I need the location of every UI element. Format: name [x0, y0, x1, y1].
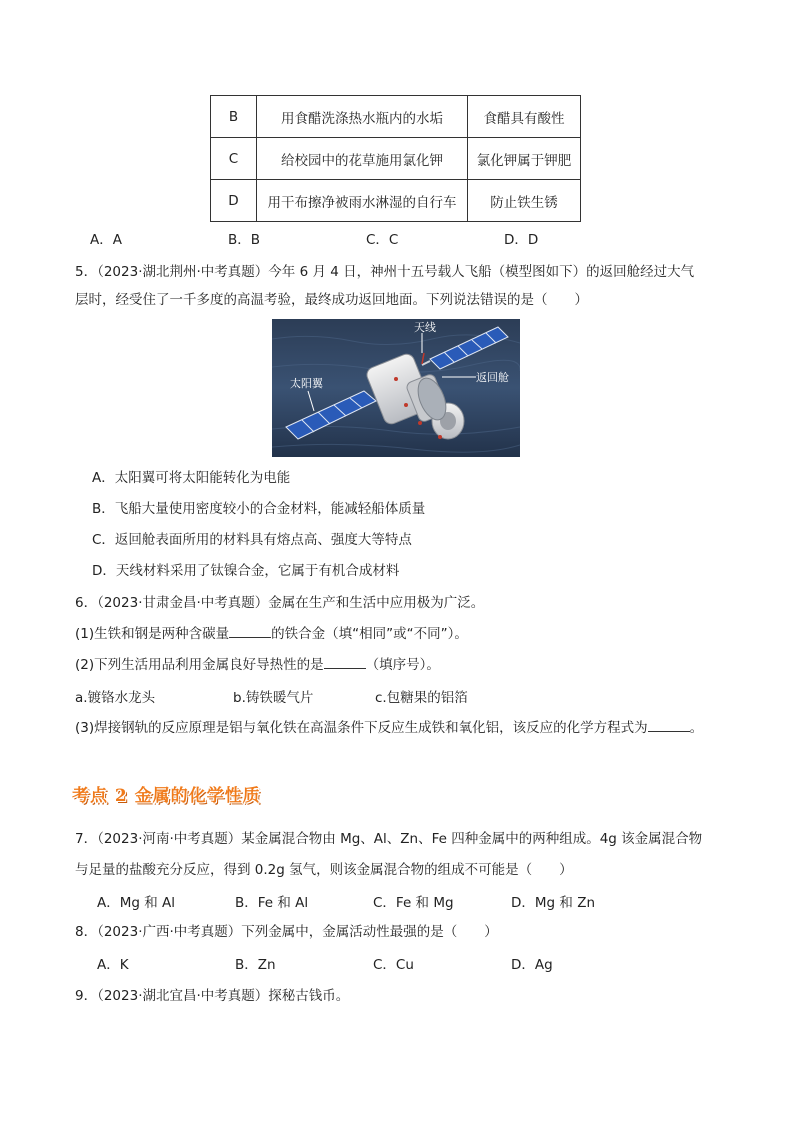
q5-stem-line1: 5．（2023·湖北荆州·中考真题）今年 6 月 4 日，神州十五号载人飞船（模型图如下）的返回舱经过大气 — [75, 264, 695, 280]
q5-option-a: A．太阳翼可将太阳能转化为电能 — [92, 470, 291, 486]
answer-blank[interactable] — [324, 654, 366, 669]
q7-stem-line2: 与足量的盐酸充分反应，得到 0.2g 氢气，则该金属混合物的组成不可能是（ ） — [75, 862, 573, 878]
label-return-capsule: 返回舱 — [476, 371, 509, 384]
choice-d: D．Ag — [511, 957, 553, 973]
spacecraft-illustration — [272, 319, 520, 457]
sub-option-c: c.包糖果的铝箔 — [375, 690, 468, 706]
q6-part2-text-end: （填序号）。 — [365, 657, 440, 673]
table-row — [211, 96, 581, 138]
answer-blank[interactable] — [229, 623, 271, 638]
q7-stem-line1: 7．（2023·河南·中考真题）某金属混合物由 Mg、Al、Zn、Fe 四种金属中的两种组成。4g 该金属混合物 — [75, 831, 703, 847]
q6-part2-text: (2)下列生活用品利用金属良好导热性的是 — [75, 657, 324, 673]
sub-option-b: b.铸铁暖气片 — [233, 690, 314, 706]
q6-part1-text: (1)生铁和钢是两种含碳量 — [75, 626, 230, 642]
q6-part3 — [75, 717, 703, 738]
q8-stem: 8．（2023·广西·中考真题）下列金属中，金属活动性最强的是（ ） — [75, 924, 498, 940]
q6-stem: 6．（2023·甘肃金昌·中考真题）金属在生产和生活中应用极为广泛。 — [75, 595, 485, 611]
q6-part1-text-end: 的铁合金（填“相同”或“不同”）。 — [271, 626, 468, 642]
table-cell-action: 用干布擦净被雨水淋湿的自行车 — [257, 180, 468, 222]
q5-option-d: D．天线材料采用了钛镍合金，它属于有机合成材料 — [92, 563, 400, 579]
answer-blank[interactable] — [648, 717, 690, 732]
q4-choices — [90, 228, 642, 248]
table-row — [211, 180, 581, 222]
choice-b: B．Fe 和 Al — [235, 895, 309, 911]
q9-stem: 9．（2023·湖北宜昌·中考真题）探秘古钱币。 — [75, 988, 350, 1004]
choice-c: C．Cu — [373, 957, 414, 973]
options-table — [210, 95, 581, 222]
table-cell-option: C — [211, 138, 257, 180]
q5-stem-line2: 层时，经受住了一千多度的高温考验，最终成功返回地面。下列说法错误的是（ ） — [75, 292, 588, 308]
spacecraft-figure — [272, 319, 520, 457]
section-title: 考点 2 金属的化学性质 — [72, 786, 261, 806]
table-cell-action: 用食醋洗涤热水瓶内的水垢 — [257, 96, 468, 138]
q6-part3-text-end: 。 — [689, 720, 704, 736]
table-row — [211, 138, 581, 180]
table-cell-action: 给校园中的花草施用氯化钾 — [257, 138, 468, 180]
table-cell-option: B — [211, 96, 257, 138]
choice-c: C．C — [366, 232, 399, 248]
q6-part1 — [75, 623, 468, 644]
table-cell-option: D — [211, 180, 257, 222]
q5-option-b: B．飞船大量使用密度较小的合金材料，能减轻船体质量 — [92, 501, 426, 517]
choice-b: B．B — [228, 232, 261, 248]
table-cell-reason: 氯化钾属于钾肥 — [468, 138, 581, 180]
q7-choices — [97, 891, 649, 911]
q6-sub-options — [75, 686, 468, 706]
choice-a: A．A — [90, 232, 122, 248]
label-solar-wing: 太阳翼 — [290, 377, 323, 390]
label-antenna: 天线 — [414, 321, 436, 334]
choice-b: B．Zn — [235, 957, 276, 973]
table-cell-reason: 防止铁生锈 — [468, 180, 581, 222]
q8-choices — [97, 953, 649, 973]
table-cell-reason: 食醋具有酸性 — [468, 96, 581, 138]
choice-d: D．D — [504, 232, 539, 248]
q5-option-c: C．返回舱表面所用的材料具有熔点高、强度大等特点 — [92, 532, 412, 548]
q6-part2 — [75, 654, 440, 675]
q6-part3-text: (3)焊接钢轨的反应原理是铝与氧化铁在高温条件下反应生成铁和氧化铝，该反应的化学方程式为 — [75, 720, 648, 736]
choice-a: A．K — [97, 957, 129, 973]
choice-d: D．Mg 和 Zn — [511, 895, 595, 911]
choice-c: C．Fe 和 Mg — [373, 895, 454, 911]
choice-a: A．Mg 和 Al — [97, 895, 176, 911]
sub-option-a: a.镀铬水龙头 — [75, 690, 156, 706]
